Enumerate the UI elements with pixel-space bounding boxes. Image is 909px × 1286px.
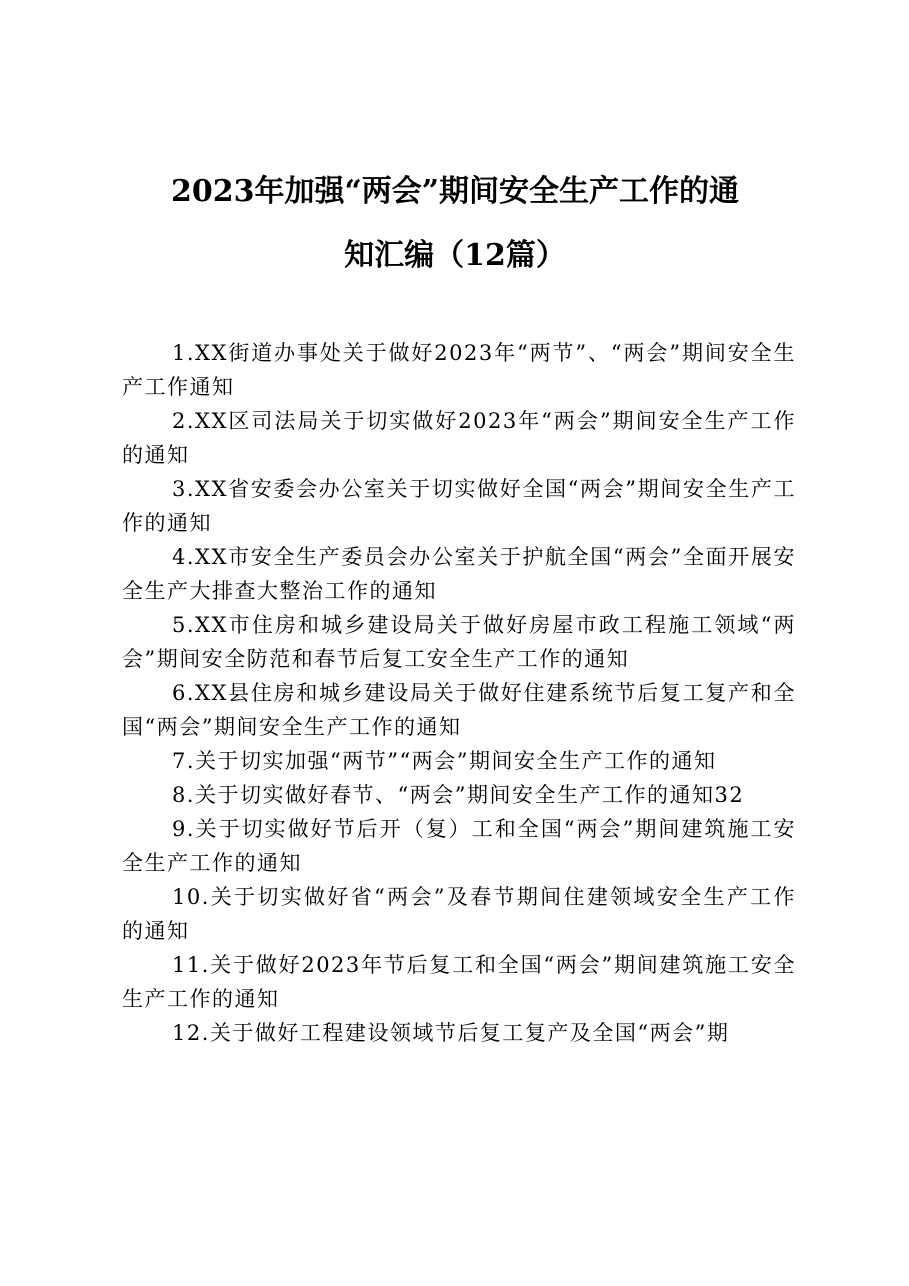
toc-item-6: 6.XX县住房和城乡建设局关于做好住建系统节后复工复产和全国“两会”期间安全生产工作的通知 — [122, 681, 796, 739]
toc-item-2: 2.XX区司法局关于切实做好2023年“两会”期间安全生产工作的通知 — [122, 409, 796, 467]
toc-item-5: 5.XX市住房和城乡建设局关于做好房屋市政工程施工领域“两会”期间安全防范和春节后复工安全生产工作的通知 — [122, 613, 796, 671]
toc-item-9: 9.关于切实做好节后开（复）工和全国“两会”期间建筑施工安全生产工作的通知 — [122, 817, 796, 875]
toc-list — [122, 336, 796, 1050]
toc-item-12: 12.关于做好工程建设领域节后复工复产及全国“两会”期 — [172, 1021, 730, 1045]
toc-item-10: 10.关于切实做好省“两会”及春节期间住建领域安全生产工作的通知 — [122, 885, 796, 943]
toc-item-8: 8.关于切实做好春节、“两会”期间安全生产工作的通知32 — [172, 783, 745, 807]
toc-item-3: 3.XX省安委会办公室关于切实做好全国“两会”期间安全生产工作的通知 — [122, 477, 796, 535]
toc-item-1: 1.XX街道办事处关于做好2023年“两节”、“两会”期间安全生产工作通知 — [122, 341, 796, 399]
title-line-1: 2023年加强“两会”期间安全生产工作的通 — [170, 174, 739, 209]
title-line-2: 知汇编（12篇） — [344, 238, 566, 273]
toc-item-11: 11.关于做好2023年节后复工和全国“两会”期间建筑施工安全生产工作的通知 — [122, 953, 796, 1011]
document-title — [110, 160, 800, 288]
toc-item-7: 7.关于切实加强“两节”“两会”期间安全生产工作的通知 — [172, 749, 717, 773]
toc-item-4: 4.XX市安全生产委员会办公室关于护航全国“两会”全面开展安全生产大排查大整治工作的通知 — [122, 545, 796, 603]
